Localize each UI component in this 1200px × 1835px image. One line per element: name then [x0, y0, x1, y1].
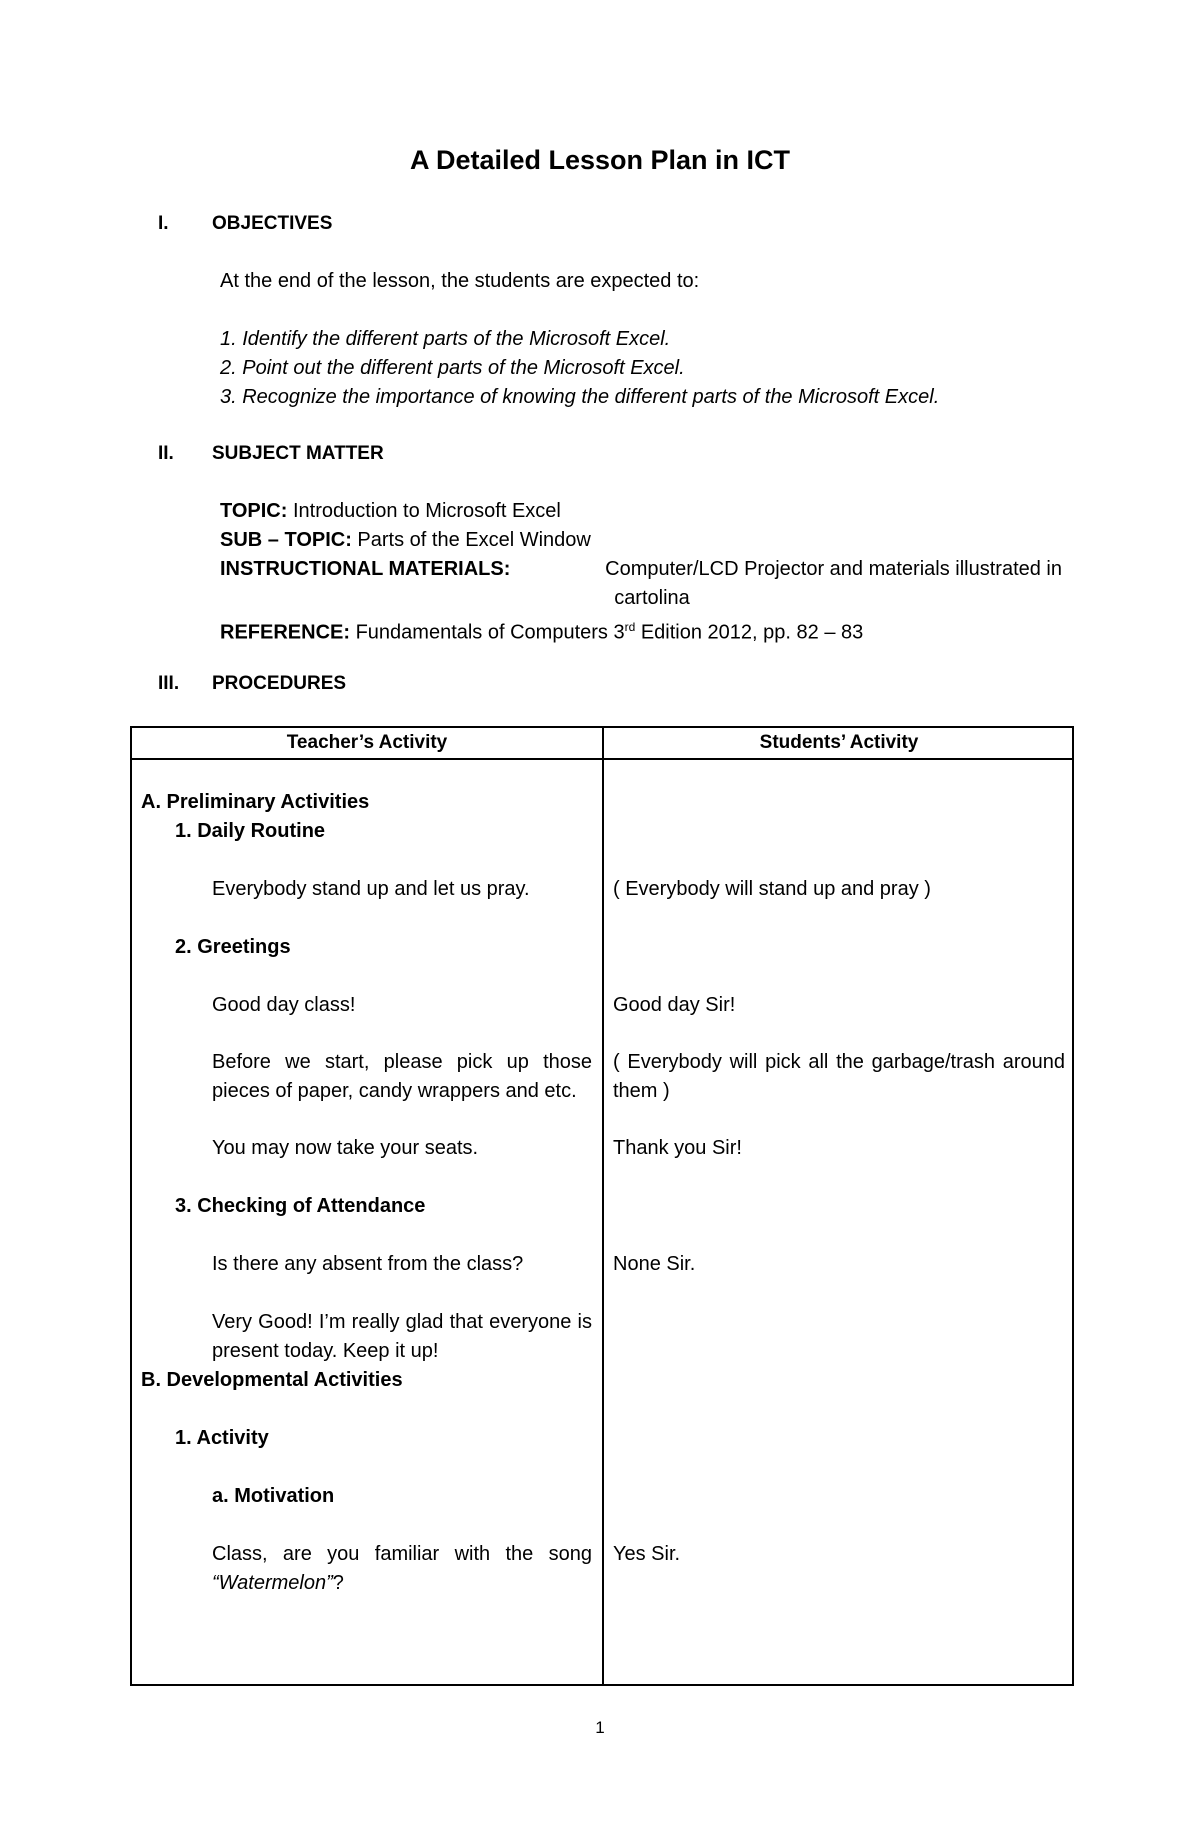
- student-none: None Sir.: [613, 1253, 696, 1275]
- objective-item: 1. Identify the different parts of the Microsoft Excel.: [220, 328, 671, 350]
- page-title: A Detailed Lesson Plan in ICT: [409, 145, 791, 175]
- materials-continued: cartolina: [614, 587, 690, 609]
- subtopic-line: [220, 527, 591, 553]
- section-numeral: III.: [158, 673, 180, 694]
- topic-value: Introduction to Microsoft Excel: [287, 500, 561, 522]
- table-header-teacher: Teacher’s Activity: [286, 732, 448, 753]
- teacher-song-name-line: [212, 1569, 344, 1598]
- procedures-table: [130, 726, 1074, 1686]
- attendance-heading: 3. Checking of Attendance: [175, 1195, 426, 1217]
- motivation-heading: a. Motivation: [212, 1485, 335, 1507]
- student-good-day: Good day Sir!: [613, 994, 736, 1016]
- topic-line: [220, 498, 561, 524]
- reference-label: REFERENCE:: [220, 621, 351, 644]
- section-numeral: II.: [158, 443, 174, 464]
- teacher-absent: Is there any absent from the class?: [212, 1253, 524, 1275]
- reference-line: [220, 614, 863, 646]
- subtopic-label: SUB – TOPIC:: [220, 529, 352, 551]
- subtopic-value: Parts of the Excel Window: [351, 529, 591, 551]
- greetings-heading: 2. Greetings: [175, 936, 291, 958]
- student-pick-up: ( Everybody will pick all the garbage/trash around them ): [613, 1051, 1065, 1102]
- table-column-divider: [602, 728, 604, 1684]
- section-procedures-heading: [158, 672, 346, 696]
- materials-label: INSTRUCTIONAL MATERIALS:: [220, 558, 511, 580]
- section-title: OBJECTIVES: [212, 213, 333, 234]
- objective-item: 2. Point out the different parts of the Microsoft Excel.: [220, 357, 685, 379]
- section-title: PROCEDURES: [212, 673, 347, 694]
- teacher-good-day: Good day class!: [212, 994, 356, 1016]
- teacher-song-question: Class, are you familiar with the song: [212, 1543, 592, 1565]
- teacher-pick-up: Before we start, please pick up those pieces of paper, candy wrappers and etc.: [212, 1051, 592, 1102]
- student-pray: ( Everybody will stand up and pray ): [613, 878, 931, 900]
- objective-item: 3. Recognize the importance of knowing the different parts of the Microsoft Excel.: [220, 386, 940, 408]
- song-name: “Watermelon”: [212, 1572, 333, 1594]
- teacher-very-good: Very Good! I’m really glad that everyone is present today. Keep it up!: [212, 1311, 592, 1362]
- reference-value: Fundamentals of Computers 3: [350, 621, 625, 644]
- table-header-divider: [132, 758, 1072, 760]
- objectives-intro: At the end of the lesson, the students are expected to:: [220, 270, 700, 292]
- developmental-activities-heading: B. Developmental Activities: [141, 1369, 403, 1391]
- topic-label: TOPIC:: [220, 500, 288, 522]
- student-yes: Yes Sir.: [613, 1543, 681, 1565]
- preliminary-activities-heading: A. Preliminary Activities: [141, 791, 370, 813]
- song-question-mark: ?: [332, 1572, 344, 1594]
- daily-routine-heading: 1. Daily Routine: [175, 820, 326, 842]
- section-numeral: I.: [158, 213, 169, 234]
- section-objectives-heading: [158, 212, 332, 236]
- page-number: 1: [595, 1718, 605, 1737]
- reference-superscript: rd: [624, 620, 636, 634]
- materials-line: [220, 556, 1062, 582]
- teacher-seats: You may now take your seats.: [212, 1137, 479, 1159]
- section-title: SUBJECT MATTER: [212, 443, 384, 464]
- teacher-pray: Everybody stand up and let us pray.: [212, 878, 530, 900]
- reference-tail: Edition 2012, pp. 82 – 83: [635, 621, 864, 644]
- materials-value: Computer/LCD Projector and materials illustrated in: [605, 558, 1062, 580]
- student-thanks: Thank you Sir!: [613, 1137, 742, 1159]
- section-subject-matter-heading: [158, 442, 384, 466]
- table-header-students: Students’ Activity: [759, 732, 919, 753]
- activity-heading: 1. Activity: [175, 1427, 269, 1449]
